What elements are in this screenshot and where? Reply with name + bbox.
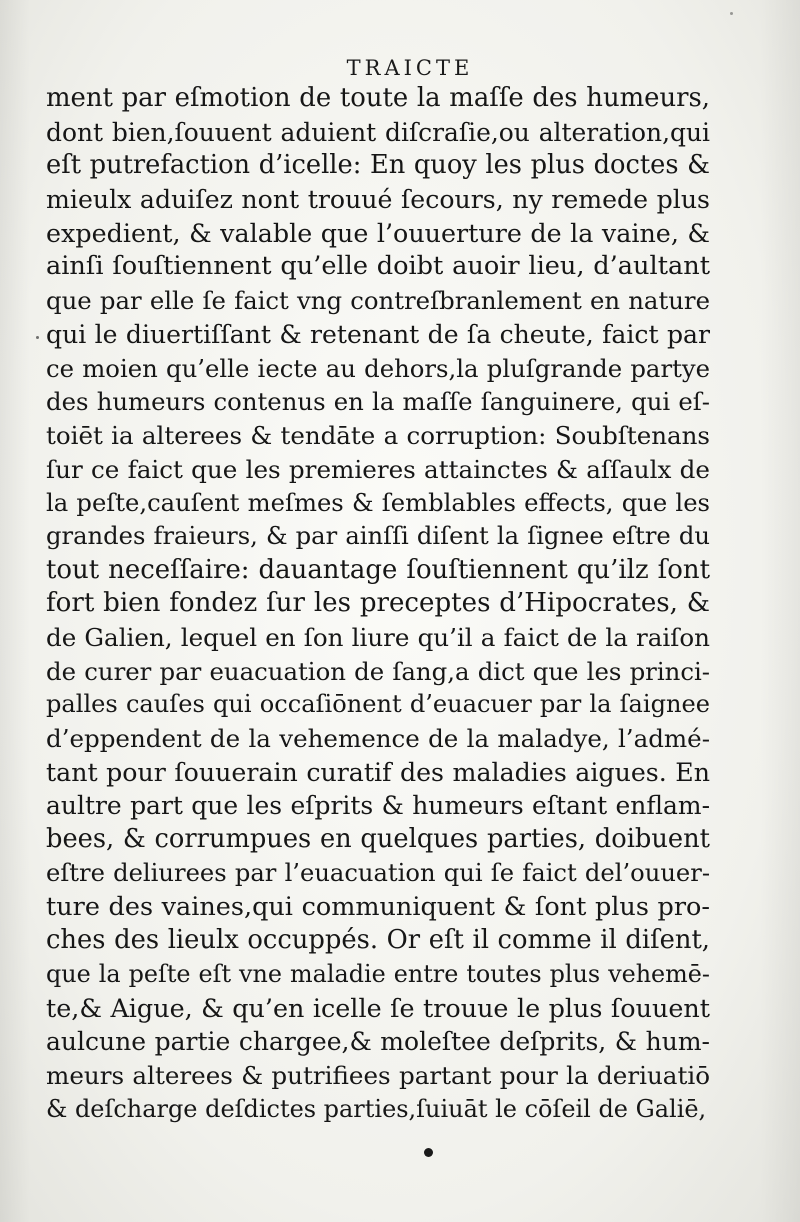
text-line: toiēt ia alterees & tendāte a corruption: Soubſtenans — [46, 420, 710, 450]
text-line: ce moien qu’elle iecte au dehors,la pluſgrande partye — [46, 353, 710, 383]
text-line: la peſte,cauſent meſmes & ſemblables effects, que les — [46, 488, 710, 518]
binding-shadow — [0, 0, 30, 1222]
text-line: qui le diuertiſſant & retenant de ſa cheute, faict par — [46, 319, 710, 349]
text-line: palles cauſes qui occaſiōnent d’euacuer par la ſaignee — [46, 690, 710, 719]
text-line: expedient, & valable que l’ouuerture de la vaine, & — [46, 217, 710, 248]
body-text — [46, 82, 710, 1126]
text-line: fort bien fondez ſur les preceptes d’Hipocrates, & — [46, 588, 710, 619]
text-line: d’eppendent de la vehemence de la maladye, l’admé- — [46, 724, 710, 754]
text-line: grandes fraieurs, & par ainſſi diſent la ſignee eſtre du — [46, 521, 710, 550]
text-line: meurs alterees & putrifiees partant pour la deriuatiō — [46, 1060, 710, 1090]
text-line: eſt putrefaction d’icelle: En quoy les plus doctes & — [46, 150, 710, 181]
text-line: dont bien,ſouuent aduient diſcraſie,ou alteration,qui — [46, 117, 710, 147]
ink-speck — [730, 12, 733, 15]
text-line: ſur ce faict que les premieres attainctes & aſſaulx de — [46, 454, 710, 484]
text-line: aultre part que les eſprits & humeurs eſtant enflam- — [46, 791, 710, 821]
text-line: tout neceſſaire: dauantage ſouſtiennent qu’ilz ſont — [46, 554, 710, 585]
ink-speck — [424, 1148, 433, 1157]
running-header: TRAICTE — [346, 56, 474, 80]
text-line: bees, & corrumpues en quelques parties, doibuent — [46, 824, 710, 855]
text-line: ture des vaines,qui communiquent & ſont plus pro- — [46, 891, 710, 922]
text-line: ches des lieulx occuppés. Or eſt il comme il diſent, — [46, 925, 710, 956]
text-line: aulcune partie chargee,& moleſtee deſprits, & hum- — [46, 1027, 710, 1057]
text-line: que par elle ſe faict vng contreſbranlement en nature — [46, 286, 710, 316]
text-line: tant pour ſouuerain curatif des maladies aigues. En — [46, 757, 710, 787]
text-line: que la peſte eſt vne maladie entre toutes plus vehemē- — [46, 959, 710, 988]
text-line: ainſi ſouſtiennent qu’elle doibt auoir lieu, d’aultant — [46, 251, 710, 282]
ink-speck — [36, 336, 39, 339]
text-line: mieulx aduiſez nont trouué ſecours, ny remede plus — [46, 185, 710, 215]
page-edge-shadow — [760, 0, 800, 1222]
text-line: des humeurs contenus en la maſſe ſanguinere, qui eſ- — [46, 387, 710, 417]
text-line: ment par eſmotion de toute la maſſe des humeurs, — [46, 83, 710, 113]
text-line: de curer par euacuation de ſang,a dict que les princi- — [46, 656, 710, 686]
text-line: de Galien, lequel en ſon liure qu’il a faict de la raiſon — [46, 623, 710, 652]
text-line: & deſcharge deſdictes parties,ſuiuāt le cōſeil de Galiē, — [46, 1094, 707, 1123]
text-line: te,& Aigue, & qu’en icelle ſe trouue le plus ſouuent — [46, 992, 710, 1023]
text-line: eſtre deliurees par l’euacuation qui ſe faict del’ouuer- — [46, 858, 710, 887]
